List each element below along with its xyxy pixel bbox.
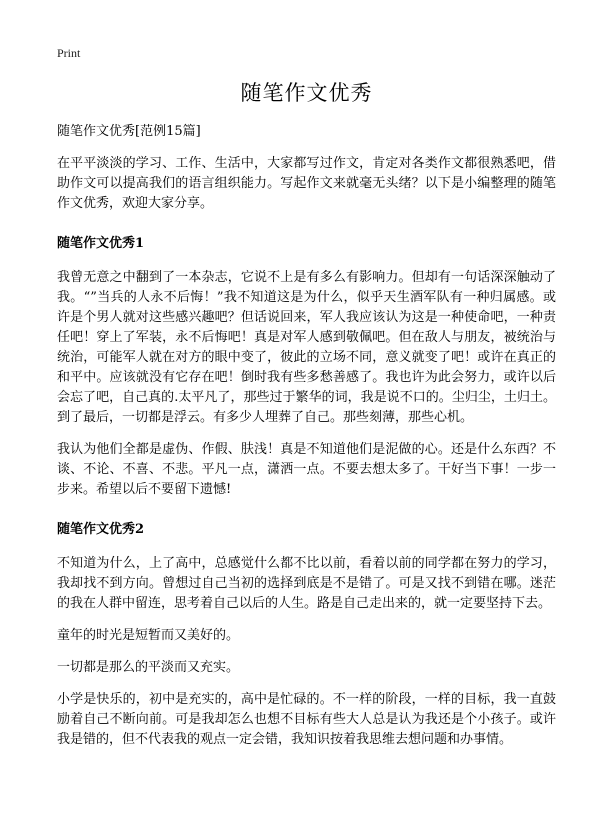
intro-paragraph: 在平平淡淡的学习、工作、生活中，大家都写过作文，肯定对各类作文都很熟悉吧，借助作文可以提高我们的语言组织能力。写起作文来就毫无头绪？以下是小编整理的随笔作文优秀，欢迎大家分享。	[57, 156, 556, 211]
section-2	[57, 520, 556, 750]
print-label: Print	[57, 46, 81, 60]
body-paragraph: 我曾无意之中翻到了一本杂志，它说不上是有多么有影响力。但却有一句话深深触动了我。“”当兵的人永不后悔！”我不知道这是为什么，似乎天生酒军队有一种归属感。或许是个男人就对这些感兴趣吧？但话说回来，军人我应该认为这是一种使命吧，一种责任吧！穿上了军装，永不后悔吧！真是对军人感到敬佩吧。但在敌人与朋友，被统治与统治，可能军人就在对方的眼中变了，彼此的立场不同，意义就变了吧！或许在真正的和平中。应该就没有它存在吧！倒时我有些多愁善感了。我也许为此会努力，或许以后会忘了吧，自己真的.太平凡了，那些过于繁华的词，我是说不口的。尘归尘，土归土。到了最后，一切都是浮云。有多少人埋葬了自己。那些刻薄，那些心机。	[57, 270, 556, 425]
body-paragraph: 一切都是那么的平淡而又充实。	[57, 660, 240, 675]
body-paragraph: 小学是快乐的，初中是充实的，高中是忙碌的。不一样的阶段，一样的目标，我一直鼓励着自己不断向前。可是我却怎么也想不目标有些大人总是认为我还是个小孩子。或许我是错的，但不代表我的观点一定会错，我知识按着我思维去想问题和办事情。	[57, 692, 556, 747]
body-paragraph: 童年的时光是短暂而又美好的。	[57, 628, 240, 643]
section-heading: 随笔作文优秀1	[57, 236, 145, 251]
section-heading: 随笔作文优秀2	[57, 522, 145, 537]
section-1	[57, 234, 556, 500]
document-subtitle: 随笔作文优秀[范例15篇]	[57, 124, 201, 139]
body-paragraph: 不知道为什么，上了高中，总感觉什么都不比以前，看着以前的同学都在努力的学习，我却找不到方向。曾想过自己当初的选择到底是不是错了。可是又找不到错在哪。迷茫的我在人群中留连，思考着自己以后的人生。路是自己走出来的，就一定要坚持下去。	[57, 556, 556, 611]
document-title: 随笔作文优秀	[240, 81, 373, 105]
body-paragraph: 我认为他们全都是虚伪、作假、肤浅！真是不知道他们是泥做的心。还是什么东西？不谈、不论、不喜、不悲。平凡一点，潇洒一点。不要去想太多了。干好当下事！一步一步来。希望以后不要留下遗憾!	[57, 442, 556, 497]
